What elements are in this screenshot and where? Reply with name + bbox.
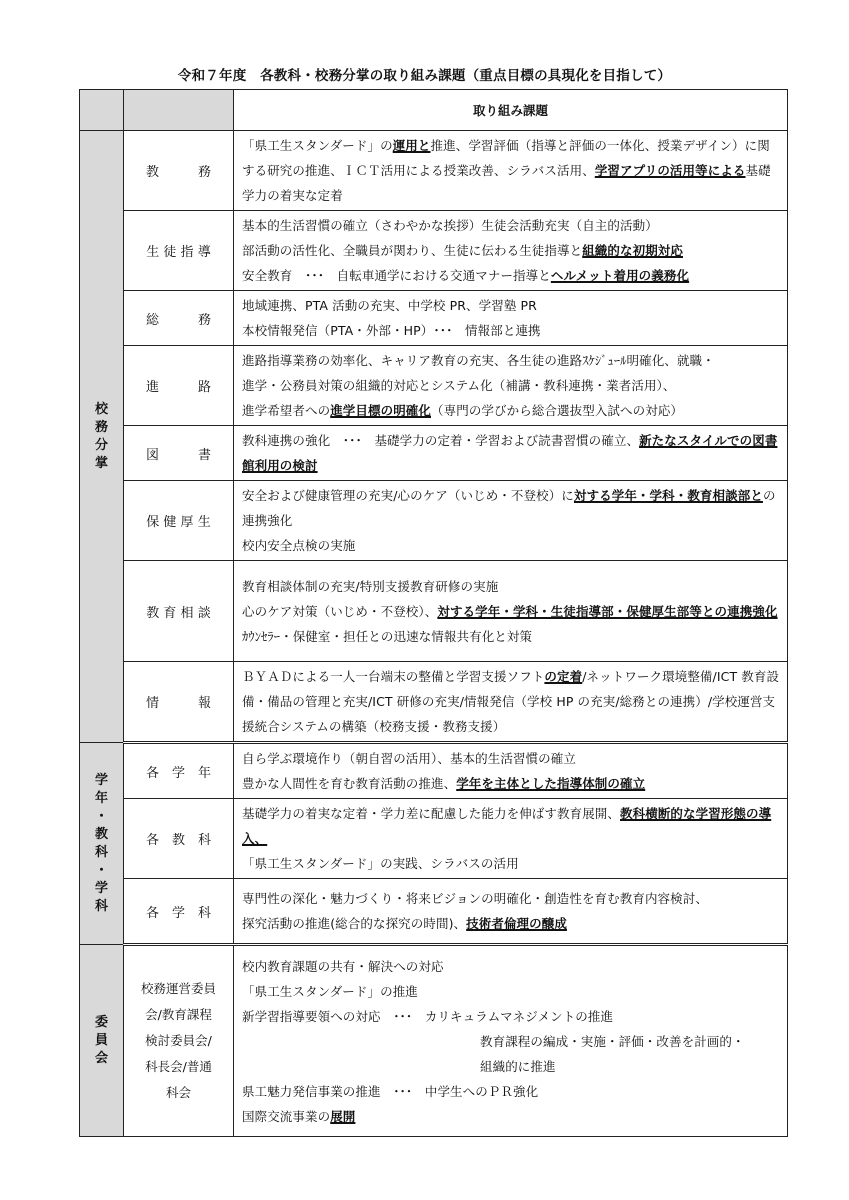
group-label-iinkai: 委 員 会 [80, 945, 124, 1137]
category-kyoiku: 教 育 相 談 [124, 561, 234, 662]
task-kakugakunen: 自ら学ぶ環境作り（朝自習の活用）、基本的生活習慣の確立 豊かな人間性を育む教育活動の推進、学年を主体とした指導体制の確立 [234, 743, 788, 799]
category-joho: 情 報 [124, 662, 234, 743]
task-somu: 地域連携、PTA 活動の充実、中学校 PR、学習塾 PR 本校情報発信（PTA・外部・HP）･･･ 情報部と連携 [234, 291, 788, 346]
task-seito: 基本的生活習慣の確立（さわやかな挨拶）生徒会活動充実（自主的活動） 部活動の活性化、全職員が関わり、生徒に伝わる生徒指導と組織的な初期対応 安全教育 ･･･ 自転車通学における交通マナー指導とヘルメット着用の義務化 [234, 211, 788, 291]
table-row [80, 561, 788, 662]
task-tosho: 教科連携の強化 ･･･ 基礎学力の定着・学習および読書習慣の確立、新たなスタイルでの図書館利用の検討 [234, 426, 788, 481]
header-task-cell: 取り組み課題 [234, 90, 788, 131]
task-kakukyoka: 基礎学力の着実な定着・学力差に配慮した能力を伸ばす教育展開、教科横断的な学習形態の導入、 「県工生スタンダード」の実践、シラバスの活用 [234, 799, 788, 879]
table-row [80, 481, 788, 561]
table-row [80, 743, 788, 799]
task-hoken: 安全および健康管理の充実/心のケア（いじめ・不登校）に対する学年・学科・教育相談部との連携強化 校内安全点検の実施 [234, 481, 788, 561]
category-shinro: 進 路 [124, 346, 234, 426]
table-row [80, 662, 788, 743]
header-category-cell [124, 90, 234, 131]
table-row [80, 879, 788, 945]
category-kyomu: 教 務 [124, 131, 234, 211]
task-iinkai: 校内教育課題の共有・解決への対応 「県工生スタンダード」の推進 新学習指導要領への対応 ･･･ カリキュラムマネジメントの推進 教育課程の編成・実施・評価・改善を計画的・ 組織的に推進 県工魅力発信事業の推進 ･･･ 中学生へのＰＲ強化 国際交流事業の展開 [234, 945, 788, 1137]
table-row [80, 211, 788, 291]
table-row [80, 291, 788, 346]
header-group-cell [80, 90, 124, 131]
table-row [80, 346, 788, 426]
category-somu: 総 務 [124, 291, 234, 346]
category-tosho: 図 書 [124, 426, 234, 481]
table-row [80, 799, 788, 879]
table-row [80, 131, 788, 211]
category-kakukyoka: 各 教 科 [124, 799, 234, 879]
category-hoken: 保 健 厚 生 [124, 481, 234, 561]
group-label-koumu: 校 務 分 掌 [80, 131, 124, 743]
category-kakugakka: 各 学 科 [124, 879, 234, 945]
category-kakugakunen: 各 学 年 [124, 743, 234, 799]
task-kyomu: 「県工生スタンダード」の運用と推進、学習評価（指導と評価の一体化、授業デザイン）に関する研究の推進、ＩＣＴ活用による授業改善、シラバス活用、学習アプリの活用等による基礎学力の着実な定着 [234, 131, 788, 211]
task-table [79, 89, 788, 1137]
table-header-row [80, 90, 788, 131]
task-kyoiku: 教育相談体制の充実/特別支援教育研修の実施 心のケア対策（いじめ・不登校）、対する学年・学科・生徒指導部・保健厚生部等との連携強化 ｶｳﾝｾﾗｰ・保健室・担任との迅速な情報共有化と対策 [234, 561, 788, 662]
task-kakugakka: 専門性の深化・魅力づくり・将来ビジョンの明確化・創造性を育む教育内容検討、 探究活動の推進(総合的な探究の時間)、技術者倫理の醸成 [234, 879, 788, 945]
group-label-gakunen: 学 年 ・ 教 科 ・ 学 科 [80, 743, 124, 945]
page-title: 令和７年度 各教科・校務分掌の取り組み課題（重点目標の具現化を目指して） [177, 68, 672, 84]
task-joho: ＢＹＡＤによる一人一台端末の整備と学習支援ソフトの定着/ネットワーク環境整備/ICT 教育設備・備品の管理と充実/ICT 研修の充実/情報発信（学校 HP の充実/総務との連携）/学校運営支援統合システムの構築（校務支援・教務支援） [234, 662, 788, 743]
category-seito: 生 徒 指 導 [124, 211, 234, 291]
table-row [80, 426, 788, 481]
task-shinro: 進路指導業務の効率化、キャリア教育の充実、各生徒の進路ｽｹｼﾞｭｰﾙ明確化、就職・ 進学・公務員対策の組織的対応とシステム化（補講・教科連携・業者活用）、 進学希望者への進学目標の明確化（専門の学びから総合選抜型入試への対応） [234, 346, 788, 426]
category-iinkai: 校務運営委員 会/教育課程 検討委員会/ 科長会/普通 科会 [124, 945, 234, 1137]
table-row [80, 945, 788, 1137]
